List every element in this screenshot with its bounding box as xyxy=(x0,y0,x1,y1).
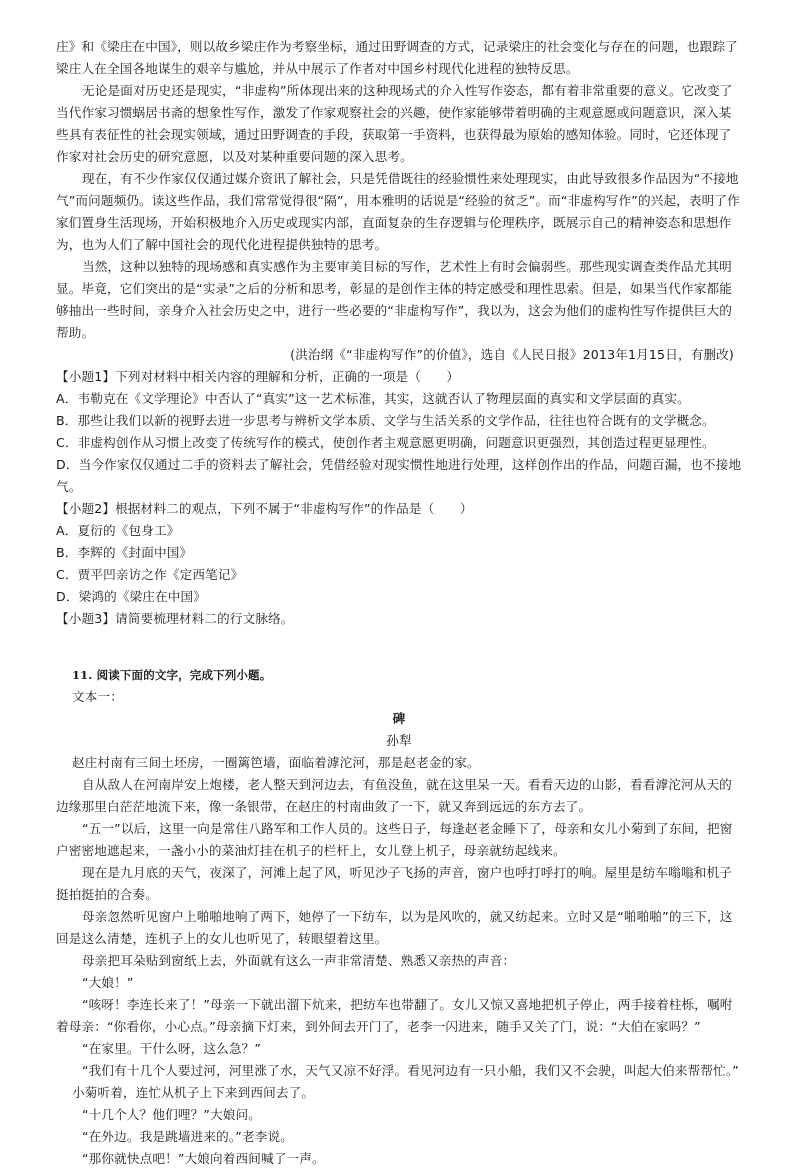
document-page xyxy=(56,36,742,1170)
material-paragraph: 无论是面对历史还是现实，“非虚构”所体现出来的这种现场式的介入性写作姿态，都有着非常重要的意义。它改变了当代作家习惯蜗居书斋的想象性写作，激发了作家观察社会的兴趣，使作家能够带着明确的主观意愿或问题意识，深入某些具有表征性的社会现实领域，通过田野调查的手段，获取第一手资料，也获得最为原始的感知体验。同时，它还体现了作家对社会历史的研究意愿，以及对某种重要问题的深入思考。 xyxy=(56,83,733,164)
dialogue-line: “十几个人？他们哩？”大娘问。 xyxy=(82,1107,262,1122)
story-paragraph: 母亲把耳朵贴到窗纸上去，外面就有这么一声非常清楚、熟悉又亲热的声音： xyxy=(82,953,516,968)
question-option: C．贾平凹亲访之作《定西笔记》 xyxy=(56,567,244,582)
question-stem: 【小题1】下列对材料中相关内容的理解和分析，正确的一项是（ ） xyxy=(56,369,460,384)
question-option: A．韦勒克在《文学理论》中否认了“真实”这一艺术标准，其实，这就否认了物理层面的真实和文学层面的真实。 xyxy=(56,391,690,406)
dialogue-line: “在外边。我是跳墙进来的。”老李说。 xyxy=(82,1129,293,1144)
question-option: D．梁鸿的《梁庄在中国》 xyxy=(56,589,207,604)
material-paragraph: 庄》和《梁庄在中国》，则以故乡梁庄作为考察坐标，通过田野调查的方式，记录梁庄的社会变化与存在的问题，也跟踪了梁庄人在全国各地谋生的艰辛与尴尬，并从中展示了作者对中国乡村现代化进程的独特反思。 xyxy=(56,39,738,76)
question-option: A．夏衍的《包身工》 xyxy=(56,523,180,538)
question-option: B．李辉的《封面中国》 xyxy=(56,545,193,560)
story-paragraph: “五一”以后，这里一向是常住八路军和工作人员的。这些日子，每逢赵老金睡下了，母亲和女儿小菊到了东间，把窗户密密地遮起来，一盏小小的菜油灯挂在机子的栏杆上，女儿登上机子，母亲就纺起线来。 xyxy=(56,821,733,858)
material-paragraph: 现在，有不少作家仅仅通过媒介资讯了解社会，只是凭借既往的经验惯性来处理现实，由此导致很多作品因为“不接地气”而问题频仍。读这些作品，我们常常觉得很“隔”，用本雅明的话说是“经验的贫乏”。而“非虚构写作”的兴起，表明了作家们置身生活现场，开始积极地介入历史或现实内部，直面复杂的生存逻辑与伦理秩序，既展示自己的精神姿态和思想作为，也为人们了解中国社会的现代化进程提供独特的思考。 xyxy=(56,171,740,252)
dialogue-line: “在家里。干什么呀，这么急？” xyxy=(82,1041,262,1056)
story-paragraph: 现在是九月底的天气，夜深了，河滩上起了风，听见沙子飞扬的声音，窗户也呼打呼打的响。屋里是纺车嗡嗡和机子挺拍挺拍的合奏。 xyxy=(56,865,732,902)
dialogue-line: “我们有十几个人要过河，河里涨了水，天气又凉不好浮。看见河边有一只小船，我们又不会驶，叫起大伯来帮帮忙。” xyxy=(82,1063,739,1078)
material-paragraph: 当然，这种以独特的现场感和真实感作为主要审美目标的写作，艺术性上有时会偏弱些。那些现实调查类作品尤其明显。毕竟，它们突出的是“实录”之后的分析和思考，彰显的是创作主体的特定感受和理性思索。但是，如果当代作家都能够抽出一些时间，亲身介入社会历史之中，进行一些必要的“非虚构写作”，我以为，这会为他们的虚构性写作提供巨大的帮助。 xyxy=(56,259,733,340)
question-stem: 【小题2】根据材料二的观点，下列不属于“非虚构写作”的作品是（ ） xyxy=(56,501,473,516)
question-option: B．那些让我们以新的视野去进一步思考与辨析文学本质、文学与生活关系的文学作品，往往也符合既有的文学概念。 xyxy=(56,413,715,428)
dialogue-line: “那你就快点吧！”大娘向着西间喊了一声。 xyxy=(82,1151,325,1166)
story-paragraph: 母亲忽然听见窗户上啪啪地响了两下，她停了一下纺车，以为是风吹的，就又纺起来。立时又是“啪啪啪”的三下，这回是这么清楚，连机子上的女儿也听见了，转眼望着这里。 xyxy=(56,909,733,946)
story-paragraph: 赵庄村南有三间土坯房，一圈篱笆墙，面临着滹沱河，那是赵老金的家。 xyxy=(72,755,480,770)
story-author: 孙犁 xyxy=(386,733,412,748)
section-gap xyxy=(56,630,742,664)
story-paragraph: 自从敌人在河南岸安上炮楼，老人整天到河边去，有鱼没鱼，就在这里呆一天。看看天边的山影，看看滹沱河从天的边缘那里白茫茫地流下来，像一条银带，在赵庄的村南曲敛了一下，就又奔到远远的东方去了。 xyxy=(56,777,732,814)
question-option: D．当今作家仅仅通过二手的资料去了解社会，凭借经验对现实惯性地进行处理，这样创作出的作品，问题百漏，也不接地气。 xyxy=(56,457,742,494)
story-title: 碑 xyxy=(392,711,406,726)
text-label: 文本一： xyxy=(72,689,123,704)
dialogue-line: “咳呀！李连长来了！”母亲一下就出溜下炕来，把纺车也带翻了。女儿又惊又喜地把机子停止，两手接着柱栎，嘱咐着母亲：“你看你，小心点。”母亲摘下灯来，到外间去开门了，老李一闪进来，随手又关了门，说：“大伯在家吗？” xyxy=(56,997,733,1034)
dialogue-line: “大娘！” xyxy=(82,975,134,990)
story-paragraph: 小菊听着，连忙从机子上下来到西间去了。 xyxy=(72,1085,315,1100)
question-heading: 11. 阅读下面的文字，完成下列小题。 xyxy=(72,668,272,682)
question-option: C．非虚构创作从习惯上改变了传统写作的模式，使创作者主观意愿更明确，问题意识更强烈，其创造过程更显理性。 xyxy=(56,435,715,450)
source-citation: (洪治纲《“非虚构写作”的价值》，选自《人民日报》2013年1月15日，有删改) xyxy=(290,347,734,362)
question-stem: 【小题3】请简要梳理材料二的行文脉络。 xyxy=(56,611,294,626)
